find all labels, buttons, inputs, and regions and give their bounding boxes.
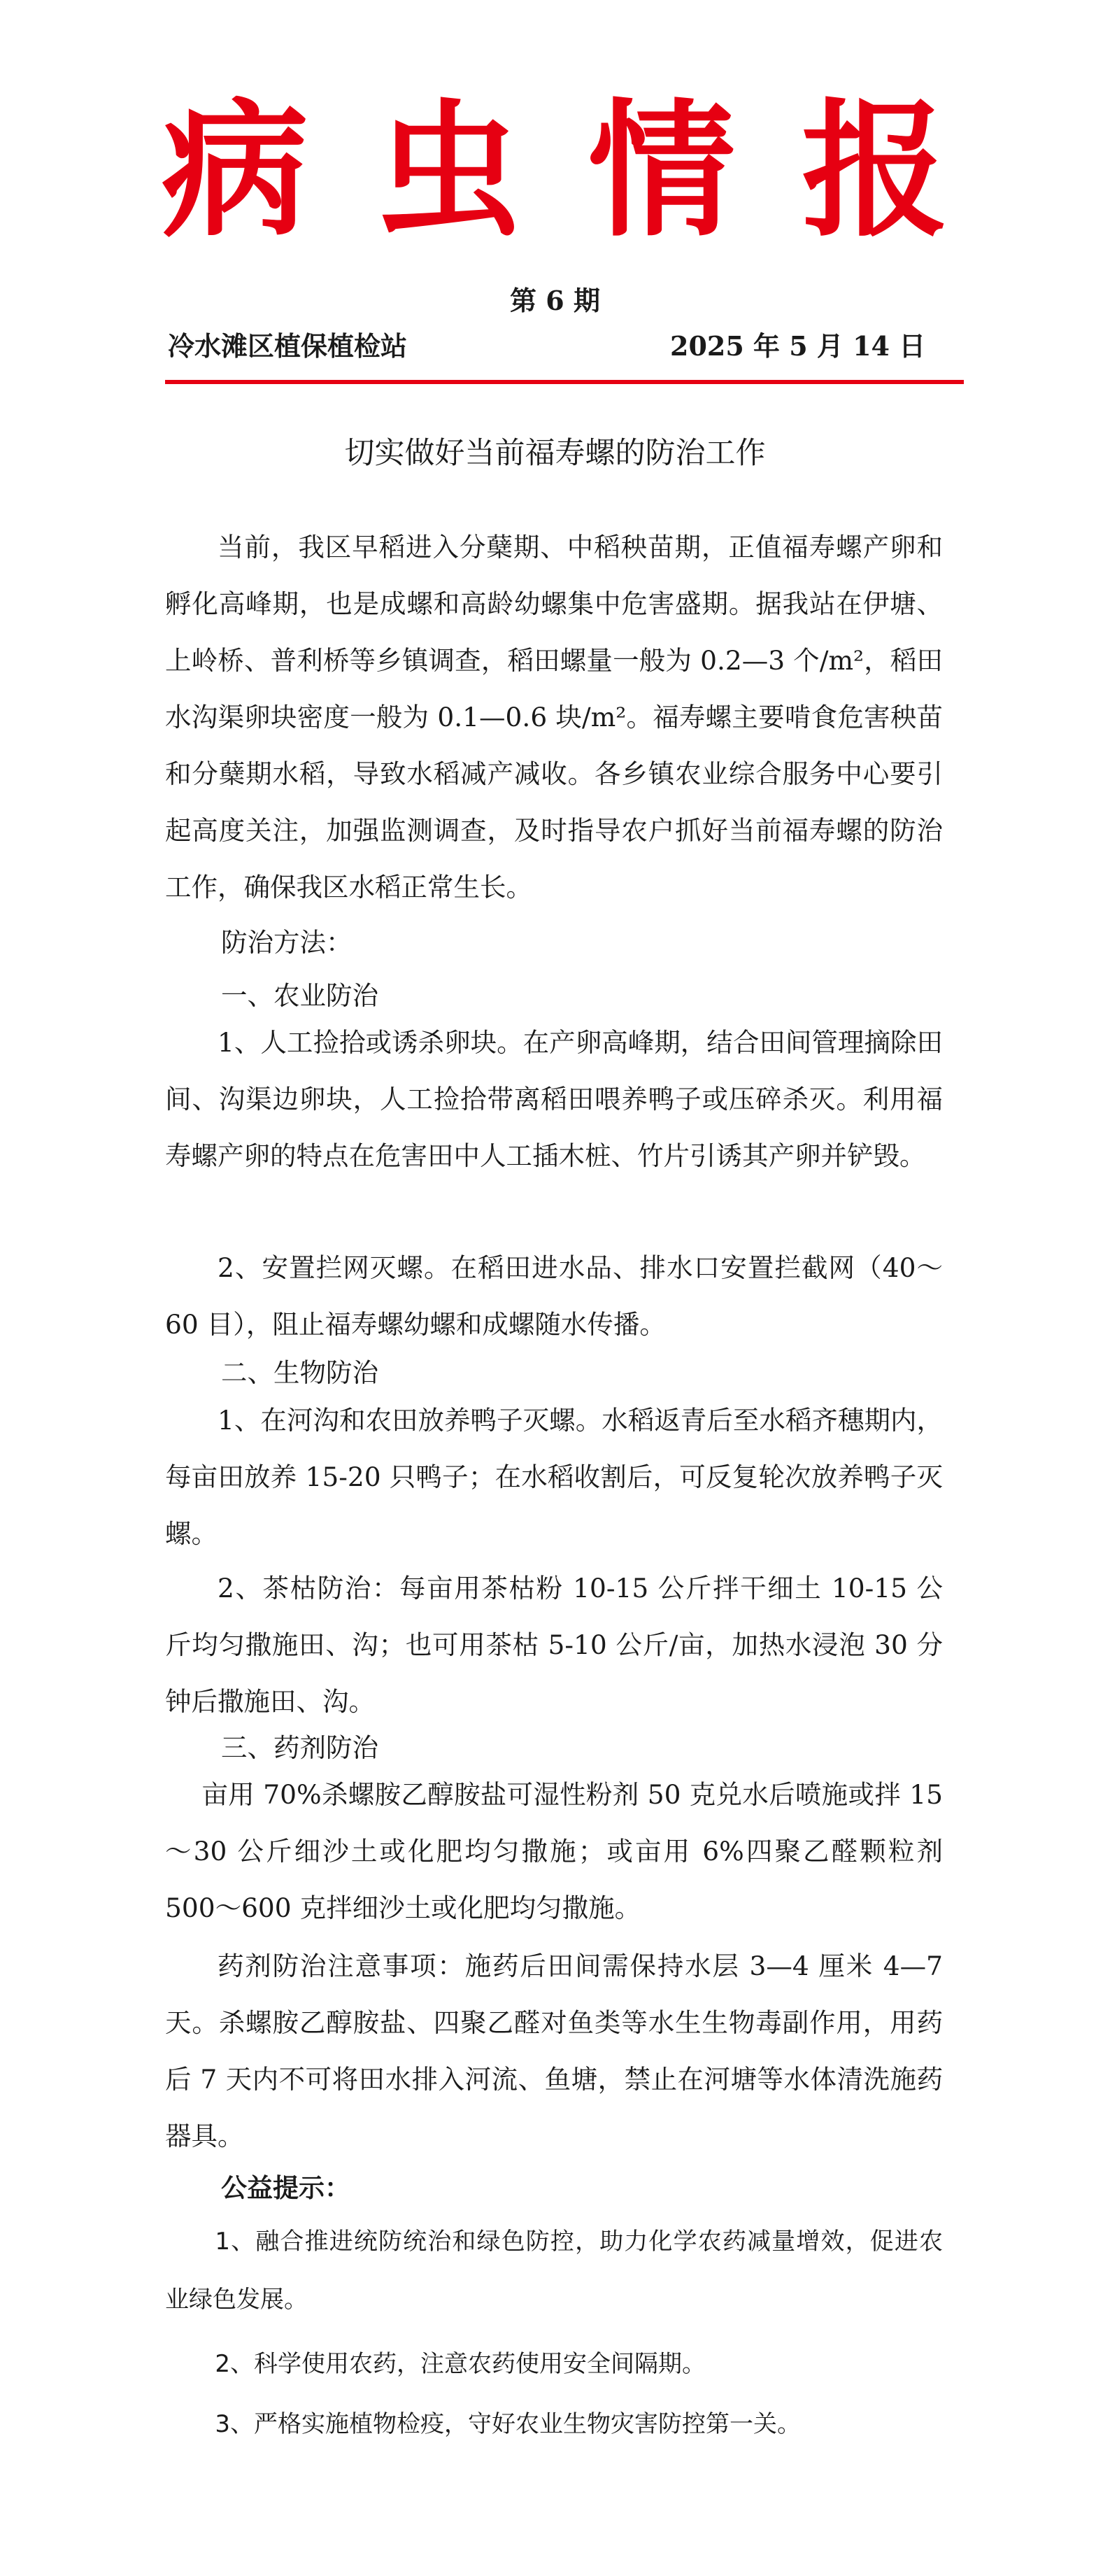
intro-paragraph: 当前，我区早稻进入分蘖期、中稻秧苗期，正值福寿螺产卵和孵化高峰期，也是成螺和高龄幼螺集中危害盛期。据我站在伊塘、上岭桥、普利桥等乡镇调查，稻田螺量一般为 0.2—3 个/m²，稻田水沟渠卵块密度一般为 0.1—0.6 块/m²。福寿螺主要啃食危害秧苗和分蘖期水稻，导致水稻减产减收。各乡镇农业综合服务中心要引起高度关注，加强监测调查，及时指导农户抓好当前福寿螺的防治工作，确保我区水稻正常生长。 <box>165 532 943 903</box>
section-agricultural-item-1: 1、人工捡拾或诱杀卵块。在产卵高峰期，结合田间管理摘除田间、沟渠边卵块，人工捡拾带离稻田喂养鸭子或压碎杀灭。利用福寿螺产卵的特点在危害田中人工插木桩、竹片引诱其产卵并铲毁。 <box>165 1027 943 1171</box>
article-title: 切实做好当前福寿螺的防治工作 <box>344 436 766 471</box>
public-notice-heading: 公益提示： <box>221 2173 350 2203</box>
public-notice-item-2: 2、科学使用农药，注意农药使用安全间隔期。 <box>215 2350 706 2378</box>
public-notice-item-1: 1、融合推进统防统治和绿色防控，助力化学农药减量增效，促进农业绿色发展。 <box>165 2228 943 2314</box>
issue-date: 2025 年 5 月 14 日 <box>670 330 926 362</box>
header-divider <box>165 380 964 384</box>
section-chemical-heading: 三、药剂防治 <box>221 1732 378 1763</box>
issue-number: 第 6 期 <box>510 285 600 316</box>
section-chemical-precautions: 药剂防治注意事项：施药后田间需保持水层 3—4 厘米 4—7 天。杀螺胺乙醇胺盐、四聚乙醛对鱼类等水生生物毒副作用，用药后 7 天内不可将田水排入河流、鱼塘，禁止在河塘等水体清洗施药器具。 <box>165 1951 943 2151</box>
methods-heading: 防治方法： <box>221 927 353 958</box>
masthead-title: 病虫情报 <box>161 85 1015 257</box>
section-agricultural-heading: 一、农业防治 <box>221 980 378 1011</box>
section-biological-item-1: 1、在河沟和农田放养鸭子灭螺。水稻返青后至水稻齐穗期内，每亩田放养 15-20 只鸭子；在水稻收割后，可反复轮次放养鸭子灭螺。 <box>165 1405 943 1549</box>
section-biological-item-2: 2、茶枯防治：每亩用茶枯粉 10-15 公斤拌干细土 10-15 公斤均匀撒施田、沟；也可用茶枯 5-10 公斤/亩，加热水浸泡 30 分钟后撒施田、沟。 <box>165 1573 943 1717</box>
issuing-organization: 冷水滩区植保植检站 <box>168 330 408 362</box>
section-agricultural-item-2: 2、安置拦网灭螺。在稻田进水品、排水口安置拦截网（40～60 目），阻止福寿螺幼螺和成螺随水传播。 <box>165 1252 943 1340</box>
section-chemical-item-1: 亩用 70%杀螺胺乙醇胺盐可湿性粉剂 50 克兑水后喷施或拌 15～30 公斤细沙土或化肥均匀撒施；或亩用 6%四聚乙醛颗粒剂 500～600 克拌细沙土或化肥均匀撒施。 <box>165 1779 943 1923</box>
public-notice-item-3: 3、严格实施植物检疫，守好农业生物灾害防控第一关。 <box>215 2410 802 2438</box>
section-biological-heading: 二、生物防治 <box>221 1357 378 1388</box>
